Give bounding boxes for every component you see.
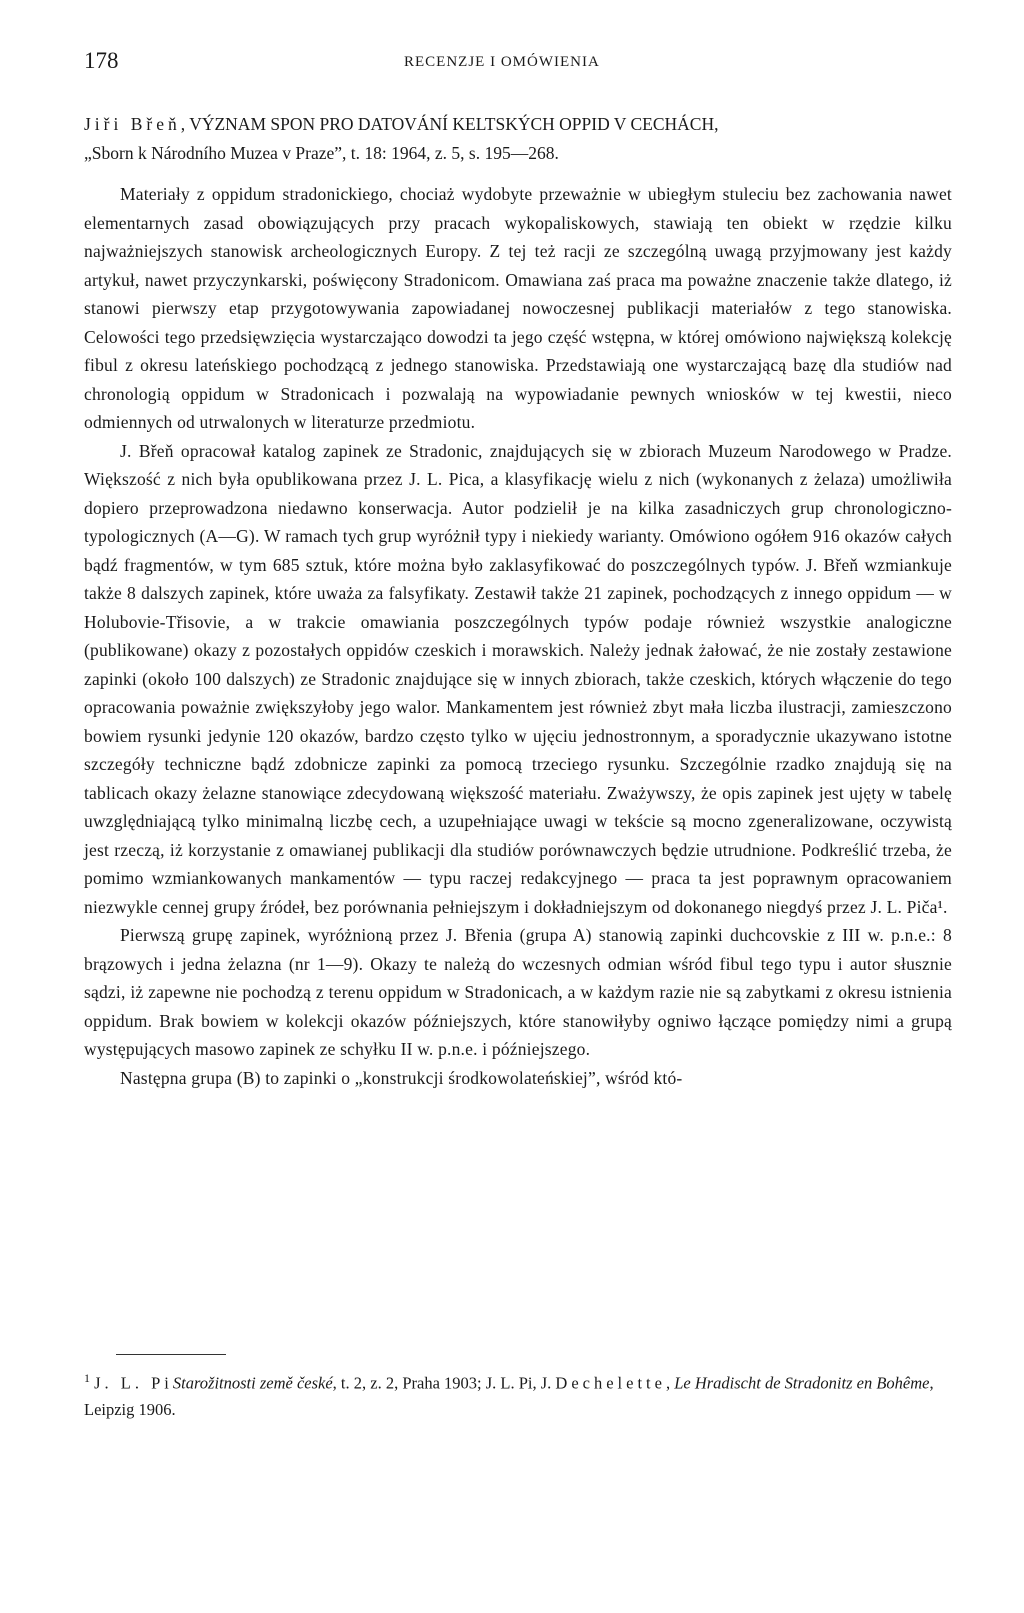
- footnote-rest-1: , t. 2, z. 2, Praha 1903; J. L. Pi: [332, 1373, 533, 1393]
- paragraph-1: Materiały z oppidum stradonickiego, chociaż wydobyte przeważnie w ubiegłym stuleciu bez zachowania nawet elementarnych zasad obowiązujących przy pracach wykopaliskowych, stawiają ten obiekt w rzędzie kilku najważniejszych stanowisk archeologicznych Europy. Z tej też racji ze szczególną uwagą przyjmowany jest każdy artykuł, nawet przyczynkarski, poświęcony Stradonicom. Omawiana zaś praca ma poważne znaczenie także dlatego, iż stanowi pierwszy etap przygotowywania zapowiadanej nowoczesnej publikacji materiałów z tego stanowiska. Celowości tego przedsięwzięcia wystarczająco dowodzi ta jego część wstępna, w której omówiono największą kolekcję fibul z okresu lateńskiego pochodzącą z jednego stanowiska. Przedstawiają one wystarczającą bazę dla studiów nad chronologią oppidum w Stradonicach i pozwalają na wypowiadanie pewnych wniosków w tej kwestii, nieco odmiennych od utrwalonych w literaturze przedmiotu.: [84, 184, 952, 432]
- paragraph-4: Następna grupa (B) to zapinki o „konstrukcji środkowolateńskiej”, wśród któ-: [120, 1067, 683, 1088]
- review-citation: [84, 110, 946, 168]
- paragraph-2: J. Břeň opracował katalog zapinek ze Stradonic, znajdujących się w zbiorach Muzeum Narodowego w Pradze. Większość z nich była opublikowana przez J. L. Pica, a klasyfikację wielu z nich (wykonanych z żelaza) umożliwiła dopiero przeprowadzona niedawno konserwacja. Autor podzielił je na kilka zasadniczych grup chronologiczno-typologicznych (A—G). W ramach tych grup wyróżnił typy i niekiedy warianty. Omówiono ogółem 916 okazów całych bądź fragmentów, w tym 685 sztuk, które można było zaklasyfikować do poszczególnych typów. J. Břeň wzmiankuje także 8 dalszych zapinek, które uważa za falsyfikaty. Zestawił także 21 zapinek, pochodzących z innego oppidum — w Holubovie-Třisovie, a w trakcie omawiania poszczególnych typów podaje również wszystkie analogiczne (publikowane) okazy z pozostałych oppidów czeskich i morawskich. Należy jednak żałować, że nie zostały zestawione zapinki (około 100 dalszych) ze Stradonic znajdujące się w innych zbiorach, także czeskich, których włączenie do tego opracowania poważnie zwiększyłoby jego walor. Mankamentem jest również zbyt mała liczba ilustracji, zamieszczono bowiem rysunki jedynie 120 okazów, bardzo często tylko w ujęciu jednostronnym, a sporadycznie ukazywano istotne szczegóły techniczne bądź zdobnicze zapinki za pomocą trzeciego rysunku. Szczególnie rzadko znajdują się na tablicach okazy żelazne stanowiące zdecydowaną większość materiału. Zważywszy, że opis zapinek jest ujęty w tabelę uwzględniającą tylko minimalną liczbę cech, a uzupełniające uwagi w tekście są mocno zgeneralizowane, oczywistą jest rzeczą, iż korzystanie z omawianej publikacji dla studiów porównawczych będzie utrudnione. Podkreślić trzeba, że pomimo wzmiankowanych mankamentów — typu raczej redakcyjnego — praca ta jest poprawnym opracowaniem niezwykle cennej grupy źródeł, bez porównania pełniejszym i dokładniejszym od dokonanego niegdyś przez J. L. Piča¹.: [84, 440, 952, 917]
- review-body: [84, 180, 952, 1092]
- citation-title: , VÝZNAM SPON PRO DATOVÁNÍ KELTSKÝCH OPPID V CECHÁCH,: [180, 114, 719, 134]
- running-title: RECENZJE I OMÓWIENIA: [404, 54, 600, 70]
- paragraph-3: Pierwszą grupę zapinek, wyróżnioną przez J. Břenia (grupa A) stanowią zapinki duchcovskie z III w. p.n.e.: 8 brązowych i jedna żelazna (nr 1—9). Okazy te należą do wczesnych odmian wśród fibul tego typu i autor słusznie sądzi, iż zapewne nie pochodzą z terenu oppidum w Stradonicach, a w każdym razie nie są zabytkami z okresu istnienia oppidum. Brak bowiem w kolekcji okazów późniejszych, które stanowiłyby ogniwo łączące pomiędzy nimi a grupą występujących masowo zapinek ze schyłku II w. p.n.e. i późniejszego.: [84, 925, 952, 1059]
- footnote-rest-2: , Leipzig 1906.: [84, 1373, 934, 1419]
- footnote-title-1: Starožitnosti země české: [172, 1373, 333, 1393]
- page-number: 178: [84, 48, 119, 73]
- citation-author: Jiři Břeň: [84, 114, 181, 134]
- citation-source: „Sborn k Národního Muzea v Praze”, t. 18: 1964, z. 5, s. 195—268.: [84, 143, 559, 163]
- running-head: [84, 48, 944, 78]
- footnote: $^1$ J. L. PiStarožitnosti země české, t. 2, z. 2, Praha 1903; J. L. Pi, J. Dechelette, Le Hradischt de Stradonitz en Bohême, Leipzig 1906.: [84, 1354, 952, 1423]
- footnote-separator: [116, 1354, 226, 1355]
- footnote-sep: , J.: [532, 1373, 552, 1393]
- footnote-author-2: Dechelette: [555, 1373, 666, 1393]
- footnote-number: 1: [84, 1371, 90, 1385]
- footnote-title-2: Le Hradischt de Stradonitz en Bohême: [674, 1373, 930, 1393]
- footnote-author-1: J. L. Pi: [94, 1373, 173, 1393]
